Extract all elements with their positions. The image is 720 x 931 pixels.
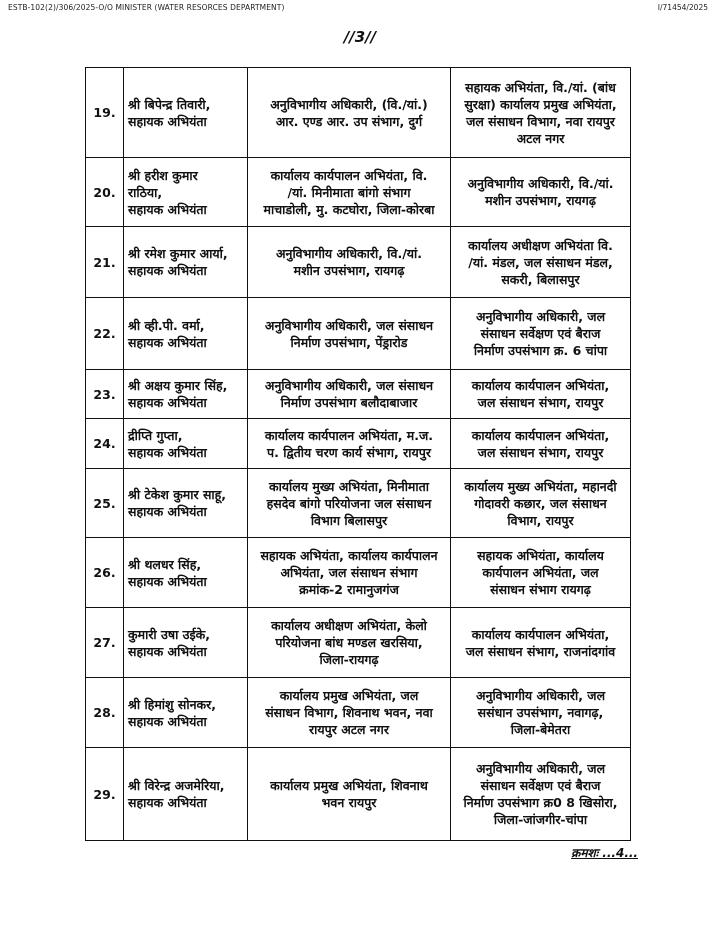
cell-text-line: विभाग बिलासपुर [310, 512, 388, 528]
serial-number-cell: 24. [86, 419, 124, 469]
cell-text-line: श्री हिमांशु सोनकर, [128, 696, 216, 712]
serial-number-cell: 22. [86, 298, 124, 370]
cell-text-line: सहायक अभियंता [128, 201, 207, 217]
cell-text-line: /यां. मिनीमाता बांगो संभाग [287, 184, 411, 200]
table-row [86, 419, 631, 469]
current-posting-cell [248, 748, 451, 841]
cell-text-line: श्री विरेन्द्र अजमेरिया, [128, 778, 225, 793]
cell-text-line: सहायक अभियंता [128, 504, 207, 519]
cell-text-line: अनुविभागीय अधिकारी, वि./यां. [467, 176, 614, 191]
cell-text-line: अनुविभागीय अधिकारी, वि./यां. [275, 246, 423, 261]
new-posting-cell [451, 538, 631, 608]
cell-text-line: कार्यालय कार्यपालन अभियंता, [471, 378, 610, 393]
cell-text-line: /यां. मंडल, जल संसाधन मंडल, [468, 254, 613, 270]
file-reference: ESTB-102(2)/306/2025-O/O MINISTER (WATER RESORCES DEPARTMENT) [8, 3, 285, 12]
cell-text-line: प. द्वितीय चरण कार्य संभाग, रायपुर [267, 444, 431, 460]
cell-text-line: निर्माण उपसंभाग बलौदाबाजार [280, 395, 418, 410]
cell-text-line: माचाडोली, मु. कटघोरा, जिला-कोरबा [263, 201, 435, 217]
cell-text-line: कार्यालय मुख्य अभियंता, महानदी [464, 478, 617, 494]
cell-text-line: सहायक अभियंता [128, 263, 207, 278]
cell-text-line: राठिया, [128, 184, 163, 200]
cell-text-line: श्री व्ही.पी. वर्मा, [128, 317, 205, 333]
cell-text-line: कुमारी उषा उईके, [128, 626, 211, 642]
table-row [86, 469, 631, 538]
new-posting-cell [451, 608, 631, 678]
current-posting-cell [248, 419, 451, 469]
table-row [86, 68, 631, 158]
serial-number-cell: 23. [86, 370, 124, 419]
cell-text-line: सहायक अभियंता [128, 113, 207, 129]
cell-text-line: अभियंता, जल संसाधन संभाग [280, 565, 418, 580]
new-posting-cell [451, 678, 631, 748]
cell-text-line: जिला-बेमेतरा [510, 722, 571, 737]
officer-name-cell [124, 678, 248, 748]
serial-number-cell: 21. [86, 227, 124, 298]
cell-text-line: श्री बिपेन्द्र तिवारी, [128, 96, 211, 112]
new-posting-cell [451, 227, 631, 298]
cell-text-line: सहायक अभियंता, कार्यालय कार्यपालन [260, 548, 438, 563]
new-posting-cell [451, 298, 631, 370]
table-row [86, 608, 631, 678]
cell-text-line: कार्यालय अधीक्षण अभियंता वि. [468, 237, 613, 253]
serial-number-cell: 19. [86, 68, 124, 158]
cell-text-line: कार्यालय कार्यपालन अभियंता, म.ज. [264, 427, 434, 443]
table-row [86, 538, 631, 608]
current-posting-cell [248, 227, 451, 298]
serial-number-cell: 29. [86, 748, 124, 841]
new-posting-cell [451, 419, 631, 469]
new-posting-cell [451, 469, 631, 538]
continued-note: क्रमशः ...4... [571, 846, 638, 860]
table-row [86, 158, 631, 227]
cell-text-line: श्री अक्षय कुमार सिंह, [128, 378, 228, 393]
cell-text-line: जल संसाधन संभाग, रायपुर [477, 444, 604, 460]
current-posting-cell [248, 298, 451, 370]
current-posting-cell [248, 68, 451, 158]
officer-name-cell [124, 68, 248, 158]
cell-text-line: अनुविभागीय अधिकारी, (वि./यां.) [270, 96, 428, 112]
cell-text-line: द्रीप्ति गुप्ता, [128, 427, 183, 443]
cell-text-line: जिला-जांजगीर-चांपा [493, 812, 588, 827]
cell-text-line: श्री टेकेश कुमार साहू, [128, 487, 227, 502]
cell-text-line: सुरक्षा) कार्यालय प्रमुख अभियंता, [464, 96, 617, 112]
serial-number-cell: 28. [86, 678, 124, 748]
cell-text-line: सहायक अभियंता [128, 795, 207, 810]
cell-text-line: संसाधन संभाग रायगढ़ [490, 582, 591, 597]
cell-text-line: श्री रमेश कुमार आर्या, [128, 246, 228, 261]
cell-text-line: मशीन उपसंभाग, रायगढ़ [293, 263, 405, 278]
table-row [86, 298, 631, 370]
cell-text-line: संसाधन विभाग, शिवनाथ भवन, नवा [265, 705, 433, 720]
cell-text-line: निर्माण उपसंभाग, पेंड्रारोड [290, 334, 408, 350]
cell-text-line: अनुविभागीय अधिकारी, जल [475, 688, 606, 703]
new-posting-cell [451, 68, 631, 158]
cell-text-line: कार्यालय मुख्य अभियंता, मिनीमाता [268, 478, 430, 494]
cell-text-line: सहायक अभियंता [128, 395, 207, 410]
page-number-marker: //3// [343, 28, 377, 46]
cell-text-line: अटल नगर [516, 130, 565, 146]
document-id: I/71454/2025 [657, 3, 708, 12]
officer-name-cell [124, 419, 248, 469]
table-row [86, 370, 631, 419]
cell-text-line: सहायक अभियंता [128, 713, 207, 729]
officer-name-cell [124, 158, 248, 227]
cell-text-line: संसाधन सर्वेक्षण एवं बैराज [480, 326, 601, 341]
cell-text-line: कार्यालय कार्यपालन अभियंता, [471, 626, 610, 642]
officer-name-cell [124, 370, 248, 419]
cell-text-line: हसदेव बांगो परियोजना जल संसाधन [266, 495, 432, 511]
cell-text-line: विभाग, रायपुर [507, 512, 574, 528]
current-posting-cell [248, 538, 451, 608]
serial-number-cell: 20. [86, 158, 124, 227]
new-posting-cell [451, 748, 631, 841]
cell-text-line: अनुविभागीय अधिकारी, जल संसाधन [264, 317, 434, 333]
cell-text-line: जल संसाधन संभाग, राजनांदगांव [465, 643, 616, 659]
cell-text-line: भवन रायपुर [321, 795, 377, 810]
current-posting-cell [248, 678, 451, 748]
cell-text-line: सहायक अभियंता [128, 334, 207, 350]
cell-text-line: संसाधन सर्वेक्षण एवं बैराज [480, 778, 601, 793]
cell-text-line: आर. एण्ड आर. उप संभाग, दुर्ग [275, 113, 423, 129]
serial-number-cell: 27. [86, 608, 124, 678]
cell-text-line: निर्माण उपसंभाग क्र. 6 चांपा [473, 343, 608, 358]
current-posting-cell [248, 469, 451, 538]
cell-text-line: श्री हरीश कुमार [128, 167, 198, 183]
cell-text-line: सहायक अभियंता [128, 573, 207, 589]
cell-text-line: सहायक अभियंता [128, 643, 207, 659]
serial-number-cell: 25. [86, 469, 124, 538]
new-posting-cell [451, 370, 631, 419]
officer-name-cell [124, 469, 248, 538]
cell-text-line: परियोजना बांध मण्डल खरसिया, [275, 635, 423, 650]
officer-name-cell [124, 227, 248, 298]
current-posting-cell [248, 608, 451, 678]
table-row [86, 678, 631, 748]
cell-text-line: कार्यालय कार्यपालन अभियंता, वि. [270, 167, 428, 183]
cell-text-line: जल संसाधन विभाग, नवा रायपुर [466, 113, 615, 129]
cell-text-line: मशीन उपसंभाग, रायगढ़ [485, 193, 596, 208]
cell-text-line: कार्यालय अधीक्षण अभियंता, केलो [271, 618, 427, 633]
cell-text-line: निर्माण उपसंभाग क्र0 8 खिसोरा, [463, 795, 618, 810]
new-posting-cell [451, 158, 631, 227]
current-posting-cell [248, 370, 451, 419]
officer-name-cell [124, 748, 248, 841]
cell-text-line: सकरी, बिलासपुर [501, 271, 580, 287]
cell-text-line: क्रमांक-2 रामानुजगंज [299, 582, 399, 597]
cell-text-line: ससंधान उपसंभाग, नवागढ़, [477, 705, 604, 720]
officer-name-cell [124, 538, 248, 608]
cell-text-line: सहायक अभियंता, वि./यां. (बांध [465, 79, 616, 95]
current-posting-cell [248, 158, 451, 227]
cell-text-line: सहायक अभियंता [128, 444, 207, 460]
cell-text-line: जल संसाधन संभाग, रायपुर [477, 395, 604, 410]
cell-text-line: कार्यपालन अभियंता, जल [482, 565, 599, 580]
cell-text-line: अनुविभागीय अधिकारी, जल [475, 761, 606, 776]
officer-name-cell [124, 298, 248, 370]
serial-number-cell: 26. [86, 538, 124, 608]
cell-text-line: रायपुर अटल नगर [309, 722, 389, 737]
cell-text-line: जिला-रायगढ़ [319, 652, 379, 667]
table-row [86, 227, 631, 298]
cell-text-line: अनुविभागीय अधिकारी, जल संसाधन [264, 378, 434, 393]
cell-text-line: कार्यालय कार्यपालन अभियंता, [471, 427, 610, 443]
cell-text-line: श्री थलधर सिंह, [128, 556, 202, 572]
officer-name-cell [124, 608, 248, 678]
cell-text-line: सहायक अभियंता, कार्यालय [477, 548, 604, 563]
cell-text-line: अनुविभागीय अधिकारी, जल [475, 309, 606, 324]
cell-text-line: गोदावरी कछार, जल संसाधन [474, 495, 607, 511]
transfer-table-body [86, 68, 631, 841]
cell-text-line: कार्यालय प्रमुख अभियंता, शिवनाथ [270, 778, 428, 793]
table-row [86, 748, 631, 841]
transfer-table [85, 67, 631, 841]
cell-text-line: कार्यालय प्रमुख अभियंता, जल [279, 688, 419, 703]
